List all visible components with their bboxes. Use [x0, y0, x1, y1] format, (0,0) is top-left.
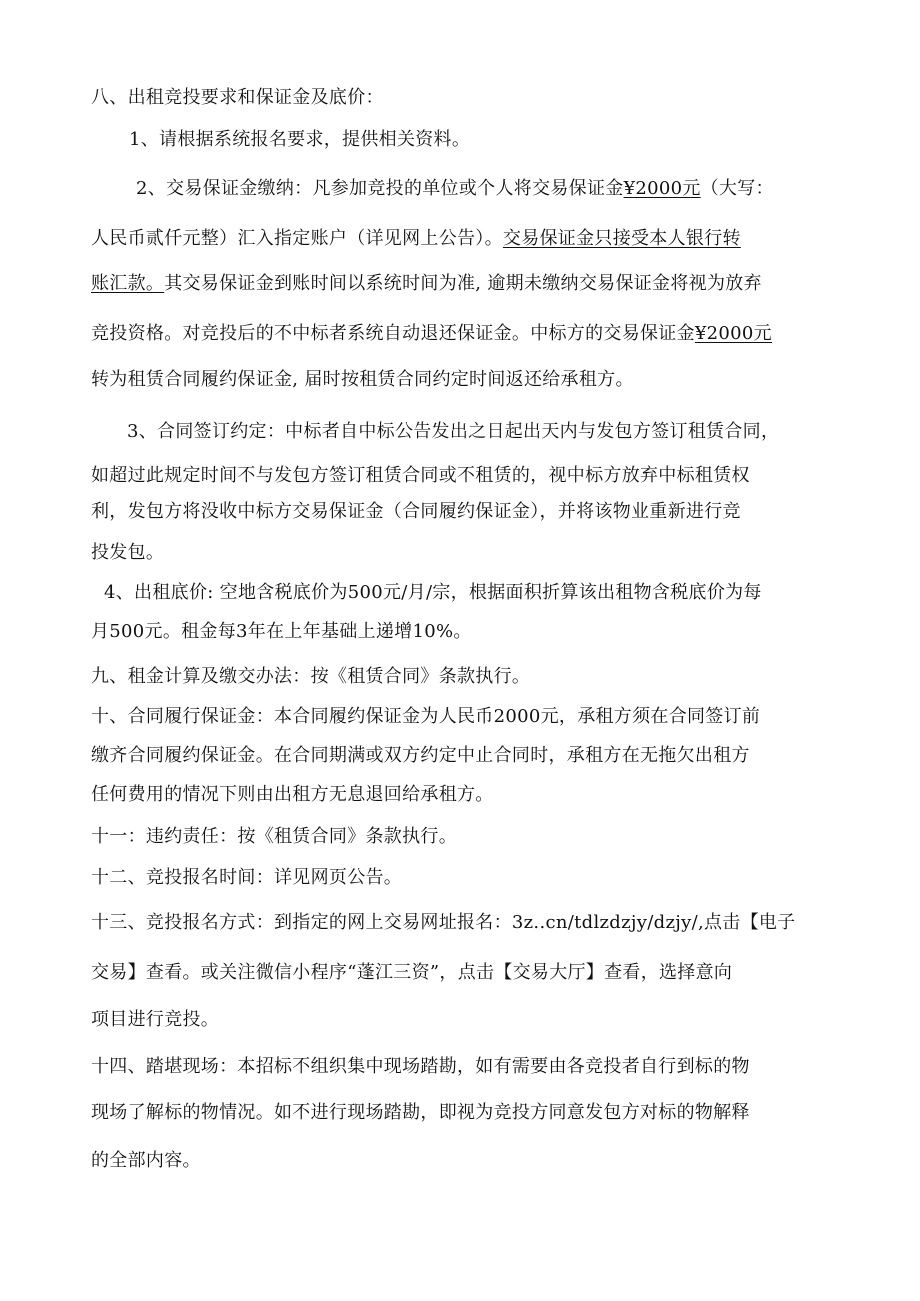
bank-transfer-note: 账汇款。: [91, 273, 165, 294]
item-2-text: 人民币贰仟元整）汇入指定账户（详见网上公告）。: [91, 228, 503, 249]
item-2-text: 竞投资格。对竞投后的不中标者系统自动退还保证金。中标方的交易保证金: [91, 323, 695, 344]
section-8-item-2-line-1: [136, 177, 774, 201]
item-2-text: 其交易保证金到账时间以系统时间为准, 逾期未缴纳交易保证金将视为放弃: [164, 273, 762, 294]
section-9: 九、租金计算及缴交办法：按《租赁合同》条款执行。: [91, 666, 531, 687]
bank-transfer-note: 交易保证金只接受本人银行转: [502, 228, 741, 249]
section-14-line-2: 现场了解标的物情况。如不进行现场踏勘，即视为竞投方同意发包方对标的物解释: [91, 1102, 750, 1123]
deposit-amount: ¥2000元: [623, 178, 701, 199]
deposit-amount: ¥2000元: [694, 323, 772, 344]
section-8-item-2-line-5: 转为租赁合同履约保证金, 届时按租赁合同约定时间返还给承租方。: [91, 369, 634, 390]
section-8-item-3-line-3: 利，发包方将没收中标方交易保证金（合同履约保证金），并将该物业重新进行竞: [91, 501, 741, 522]
section-12: 十二、竞投报名时间：详见网页公告。: [91, 867, 403, 888]
section-8-item-3-line-4: 投发包。: [91, 542, 165, 563]
section-13-line-2: 交易】查看。或关注微信小程序“蓬江三资”，点击【交易大厅】查看，选择意向: [91, 962, 733, 983]
section-10-line-2: 缴齐合同履约保证金。在合同期满或双方约定中止合同时，承租方在无拖欠出租方: [91, 745, 750, 766]
item-2-text: （大写：: [700, 178, 774, 199]
section-11: 十一：违约责任：按《租赁合同》条款执行。: [91, 826, 457, 847]
section-8-item-4-line-1: 4、出租底价: 空地含税底价为500元/月/宗，根据面积折算该出租物含税底价为每: [104, 582, 762, 603]
section-10-line-3: 任何费用的情况下则由出租方无息退回给承租方。: [91, 784, 494, 805]
item-2-text: 2、交易保证金缴纳：凡参加竞投的单位或个人将交易保证金: [136, 178, 624, 199]
section-10-line-1: 十、合同履行保证金：本合同履约保证金为人民币2000元，承租方须在合同签订前: [91, 706, 761, 727]
section-8-item-3-line-2: 如超过此规定时间不与发包方签订租赁合同或不租赁的，视中标方放弃中标租赁权: [91, 465, 750, 486]
section-14-line-1: 十四、踏堪现场：本招标不组织集中现场踏勘，如有需要由各竞投者自行到标的物: [91, 1056, 750, 1077]
section-8-item-2-line-3: [91, 272, 762, 296]
section-8-item-2-line-4: [91, 322, 772, 346]
section-8-item-2-line-2: [91, 227, 741, 251]
section-14-line-3: 的全部内容。: [91, 1150, 201, 1171]
section-8-item-3-line-1: 3、合同签订约定：中标者自中标公告发出之日起出天内与发包方签订租赁合同，: [127, 421, 780, 442]
section-8-item-4-line-2: 月500元。租金每3年在上年基础上递增10%。: [91, 621, 472, 642]
section-13-line-3: 项目进行竞投。: [91, 1009, 220, 1030]
section-13-line-1: 十三、竞投报名方式：到指定的网上交易网址报名：3z..cn/tdlzdzjy/dzjy/,点击【电子: [91, 912, 796, 933]
section-8-heading: 八、出租竞投要求和保证金及底价：: [91, 87, 384, 108]
section-8-item-1: 1、请根据系统报名要求，提供相关资料。: [129, 129, 471, 150]
